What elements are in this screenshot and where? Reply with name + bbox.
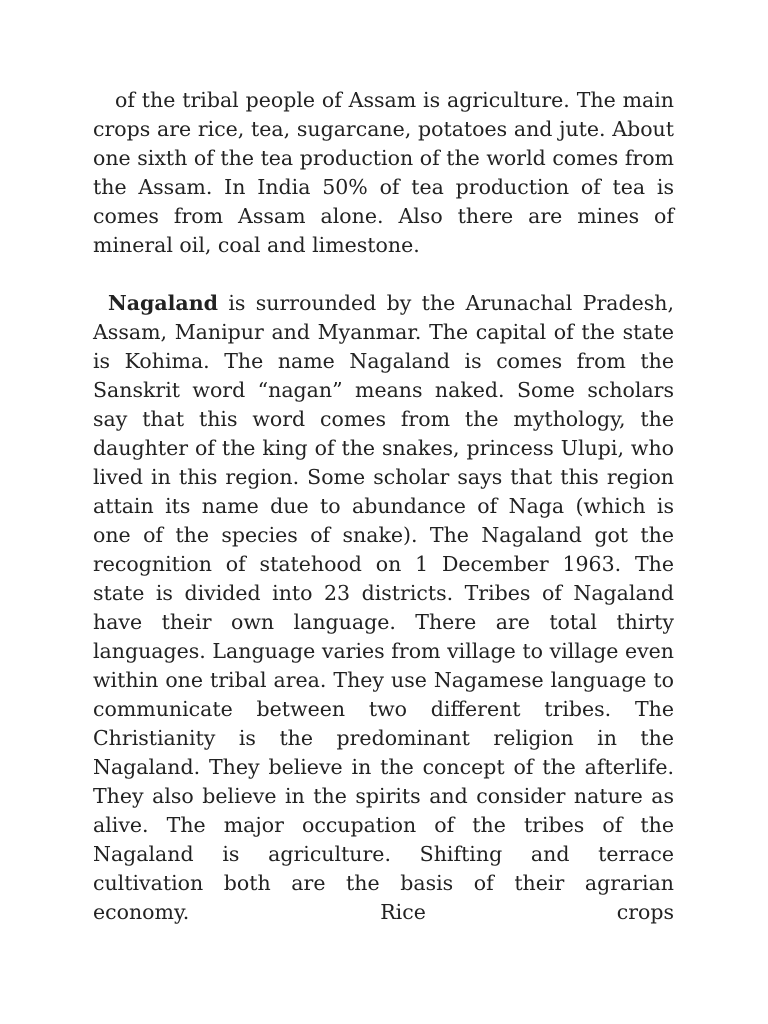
nagaland-heading-term: Nagaland bbox=[108, 291, 218, 315]
paragraph-assam-agriculture bbox=[93, 86, 674, 260]
paragraph-text: is surrounded by the Arunachal Pradesh, Assam, Manipur and Myanmar. The capital of the state is Kohima. The name Nagaland is comes from the Sanskrit word “nagan” means naked. Some scholars say that this word comes from the mythology, the daughter of the king of the snakes, princess Ulupi, who lived in this region. Some scholar says that this region attain its name due to abundance of Naga (which is one of the species of snake). The Nagaland got the recognition of statehood on 1 December 1963. The state is divided into 23 districts. Tribes of Nagaland have their own language. There are total thirty languages. Language varies from village to village even within one tribal area. They use Nagamese language to communicate between two different tribes. The Christianity is the predominant religion in the Nagaland. They believe in the concept of the afterlife. They also believe in the spirits and consider nature as alive. The major occupation of the tribes of the Nagaland is agriculture. Shifting and terrace cultivation both are the basis of their agrarian economy. Rice crops bbox=[93, 291, 674, 924]
paragraph-text: of the tribal people of Assam is agriculture. The main crops are rice, tea, sugarcane, potatoes and jute. About one sixth of the tea production of the world comes from the Assam. In India 50% of tea production of tea is comes from Assam alone. Also there are mines of mineral oil, coal and limestone. bbox=[93, 88, 674, 257]
document-page bbox=[93, 86, 674, 927]
paragraph-nagaland bbox=[93, 289, 674, 927]
